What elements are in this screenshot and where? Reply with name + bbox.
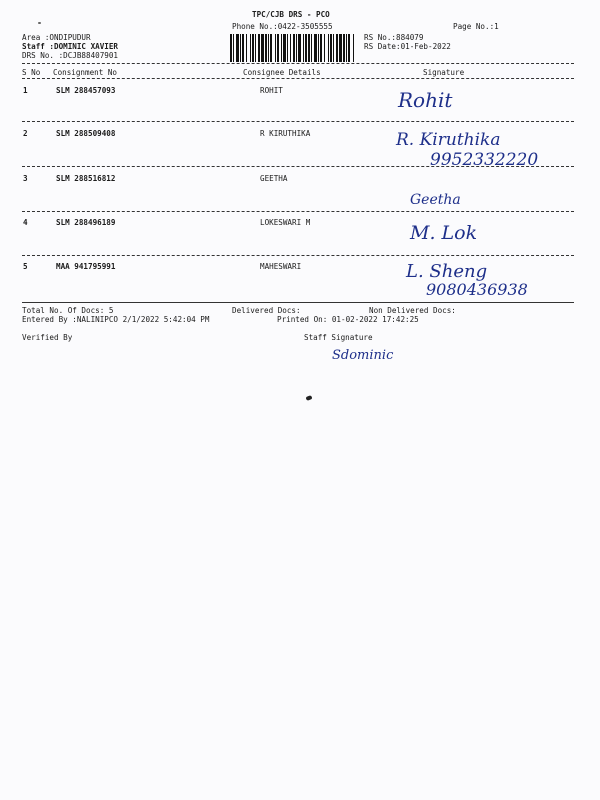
barcode-bar	[261, 34, 264, 62]
barcode-bar	[303, 34, 304, 62]
row-sno: 1	[23, 86, 28, 95]
phone-number: Phone No.:0422-3505555	[232, 22, 333, 31]
barcode	[230, 34, 354, 62]
barcode-bar	[240, 34, 241, 62]
barcode-bar	[230, 34, 232, 62]
barcode-bar	[339, 34, 342, 62]
document-title: TPC/CJB DRS - PCO	[252, 10, 330, 19]
barcode-bar	[308, 34, 310, 62]
column-header-consignment: Consignment No	[53, 68, 118, 77]
rs-number: RS No.:884079	[364, 33, 424, 42]
scan-speck	[38, 22, 41, 24]
row-consignee: LOKESWARI M	[260, 218, 311, 227]
row-sno: 4	[23, 218, 28, 227]
barcode-bar	[252, 34, 254, 62]
barcode-bar	[353, 34, 354, 62]
barcode-bar	[320, 34, 322, 62]
barcode-bar	[236, 34, 239, 62]
printed-on: Printed On: 01-02-2022 17:42:25	[277, 315, 419, 324]
area-label: Area :ONDIPUDUR	[22, 33, 91, 42]
column-header-sno: S No	[22, 68, 41, 77]
row-consignment-no: SLM 288496189	[56, 218, 116, 227]
svg-text:Rohit: Rohit	[398, 88, 453, 112]
row-consignee: GEETHA	[260, 174, 288, 183]
row-consignee: ROHIT	[260, 86, 283, 95]
drs-number: DRS No. :DCJB88407901	[22, 51, 119, 60]
delivered-docs: Delivered Docs:	[232, 306, 301, 315]
table-bottom-rule	[22, 302, 574, 303]
barcode-bar	[258, 34, 260, 62]
barcode-bar	[246, 34, 247, 62]
barcode-bar	[270, 34, 272, 62]
row-consignment-no: SLM 288509408	[56, 129, 116, 138]
column-header-signature: Signature	[423, 68, 465, 77]
svg-text:M. Lok: M. Lok	[410, 222, 478, 244]
staff-label: Staff :DOMINIC XAVIER	[22, 42, 119, 51]
barcode-bar	[255, 34, 256, 62]
svg-text:L. Sheng: L. Sheng	[406, 261, 488, 282]
barcode-bar	[296, 34, 297, 62]
barcode-bar	[287, 34, 288, 62]
barcode-bar	[328, 34, 329, 62]
barcode-bar	[281, 34, 282, 62]
barcode-bar	[314, 34, 317, 62]
svg-text:9952332220: 9952332220	[430, 150, 539, 170]
svg-text:Sdominic: Sdominic	[332, 348, 394, 363]
column-header-consignee: Consignee Details	[243, 68, 321, 77]
column-header-divider	[22, 78, 574, 79]
barcode-bar	[346, 34, 347, 62]
row-sno: 2	[23, 129, 28, 138]
barcode-bar	[277, 34, 279, 62]
row-consignee: R KIRUTHIKA	[260, 129, 311, 138]
barcode-bar	[298, 34, 301, 62]
row-divider	[22, 121, 574, 122]
barcode-bar	[290, 34, 291, 62]
svg-text:R. Kiruthika: R. Kiruthika	[396, 130, 501, 150]
header-divider	[22, 63, 574, 64]
handwritten-signature	[396, 85, 466, 113]
barcode-bar	[233, 34, 234, 62]
rs-date: RS Date:01-Feb-2022	[364, 42, 451, 51]
svg-text:Geetha: Geetha	[410, 192, 461, 208]
barcode-bar	[336, 34, 338, 62]
handwritten-phone-number	[428, 147, 558, 171]
scan-speck	[305, 395, 312, 401]
barcode-bar	[311, 34, 312, 62]
barcode-bar	[283, 34, 286, 62]
total-docs: Total No. Of Docs: 5	[22, 306, 114, 315]
barcode-bar	[268, 34, 269, 62]
page-number: Page No.:1	[453, 22, 499, 31]
barcode-bar	[333, 34, 334, 62]
svg-text:9080436938: 9080436938	[426, 280, 528, 299]
row-consignment-no: SLM 288516812	[56, 174, 116, 183]
staff-signature-label: Staff Signature	[304, 333, 373, 342]
entered-by: Entered By :NALINIPCO 2/1/2022 5:42:04 PM	[22, 315, 210, 324]
barcode-bar	[324, 34, 325, 62]
barcode-bar	[330, 34, 332, 62]
handwritten-signature	[408, 188, 488, 210]
row-consignee: MAHESWARI	[260, 262, 302, 271]
barcode-bar	[318, 34, 319, 62]
handwritten-phone-number	[424, 276, 544, 302]
row-divider	[22, 211, 574, 212]
barcode-bar	[305, 34, 307, 62]
row-divider	[22, 166, 574, 167]
row-consignment-no: SLM 288457093	[56, 86, 116, 95]
barcode-bar	[348, 34, 350, 62]
barcode-bar	[265, 34, 267, 62]
barcode-bar	[343, 34, 345, 62]
barcode-bar	[250, 34, 251, 62]
barcode-bar	[242, 34, 244, 62]
barcode-bar	[275, 34, 276, 62]
barcode-bar	[293, 34, 295, 62]
row-consignment-no: MAA 941795991	[56, 262, 116, 271]
non-delivered-docs: Non Delivered Docs:	[369, 306, 456, 315]
staff-handwritten-signature	[330, 343, 430, 365]
row-sno: 5	[23, 262, 28, 271]
verified-by-label: Verified By	[22, 333, 73, 342]
handwritten-signature	[408, 217, 498, 245]
row-sno: 3	[23, 174, 28, 183]
